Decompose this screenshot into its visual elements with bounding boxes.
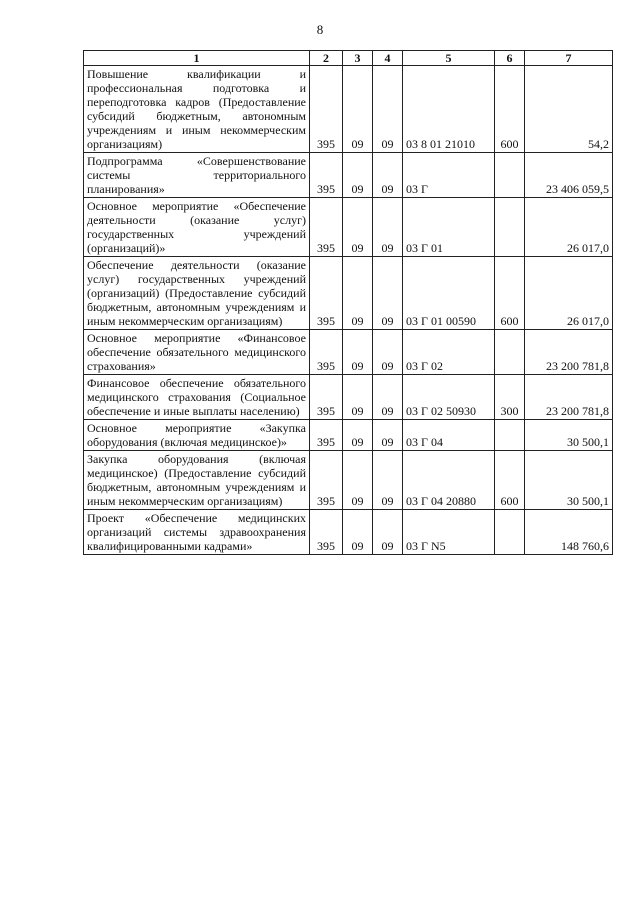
row-cell: 395 <box>310 510 343 555</box>
table-row <box>84 330 613 375</box>
row-cell: 03 Г 04 <box>403 420 495 451</box>
column-header: 1 <box>84 51 310 66</box>
row-cell: 09 <box>343 451 373 510</box>
row-cell: 09 <box>373 66 403 153</box>
row-cell: 09 <box>343 375 373 420</box>
row-name: Обеспечение деятельности (оказание услуг) государственных учреждений (организаций) (Предоставление субсидий бюджетным, автономным учреждениям и иным некоммерческим организациям) <box>84 257 310 330</box>
table-row <box>84 451 613 510</box>
row-cell: 03 Г 04 20880 <box>403 451 495 510</box>
row-cell: 23 200 781,8 <box>525 330 613 375</box>
row-cell: 09 <box>373 257 403 330</box>
row-cell: 26 017,0 <box>525 257 613 330</box>
row-name: Подпрограмма «Совершенствование системы территориального планирования» <box>84 153 310 198</box>
row-cell <box>495 198 525 257</box>
table-row <box>84 375 613 420</box>
row-cell: 03 Г 01 <box>403 198 495 257</box>
row-cell <box>495 510 525 555</box>
row-cell: 600 <box>495 66 525 153</box>
row-cell: 30 500,1 <box>525 420 613 451</box>
row-cell: 09 <box>373 375 403 420</box>
column-header: 7 <box>525 51 613 66</box>
row-cell: 09 <box>373 510 403 555</box>
row-name: Проект «Обеспечение медицинских организаций системы здравоохранения квалифицированными кадрами» <box>84 510 310 555</box>
column-header: 4 <box>373 51 403 66</box>
row-cell: 09 <box>343 420 373 451</box>
row-cell: 09 <box>343 198 373 257</box>
row-cell: 300 <box>495 375 525 420</box>
column-header: 3 <box>343 51 373 66</box>
row-name: Основное мероприятие «Обеспечение деятельности (оказание услуг) государственных учреждений (организаций)» <box>84 198 310 257</box>
row-cell: 09 <box>343 330 373 375</box>
row-name: Основное мероприятие «Финансовое обеспечение обязательного медицинского страхования» <box>84 330 310 375</box>
row-cell: 600 <box>495 451 525 510</box>
row-cell <box>495 153 525 198</box>
row-cell: 09 <box>373 153 403 198</box>
table-row <box>84 510 613 555</box>
page-number: 8 <box>316 22 324 37</box>
row-cell <box>495 420 525 451</box>
table-row <box>84 198 613 257</box>
row-cell: 03 Г <box>403 153 495 198</box>
column-header: 2 <box>310 51 343 66</box>
row-cell: 03 8 01 21010 <box>403 66 495 153</box>
row-name: Основное мероприятие «Закупка оборудования (включая медицинское)» <box>84 420 310 451</box>
row-cell: 09 <box>343 257 373 330</box>
row-cell: 03 Г 02 50930 <box>403 375 495 420</box>
row-cell: 23 406 059,5 <box>525 153 613 198</box>
row-cell: 26 017,0 <box>525 198 613 257</box>
row-cell: 23 200 781,8 <box>525 375 613 420</box>
row-cell: 148 760,6 <box>525 510 613 555</box>
row-cell: 09 <box>373 330 403 375</box>
row-cell: 09 <box>373 420 403 451</box>
table-row <box>84 257 613 330</box>
table-row <box>84 66 613 153</box>
row-cell: 09 <box>343 66 373 153</box>
row-cell: 395 <box>310 420 343 451</box>
row-cell: 03 Г 02 <box>403 330 495 375</box>
row-cell: 09 <box>343 510 373 555</box>
row-cell: 395 <box>310 66 343 153</box>
row-cell: 395 <box>310 153 343 198</box>
row-cell: 395 <box>310 451 343 510</box>
row-name: Финансовое обеспечение обязательного медицинского страхования (Социальное обеспечение и иные выплаты населению) <box>84 375 310 420</box>
table-row <box>84 153 613 198</box>
row-cell <box>495 330 525 375</box>
column-header: 5 <box>403 51 495 66</box>
budget-table <box>83 50 613 555</box>
row-cell: 09 <box>373 451 403 510</box>
column-header: 6 <box>495 51 525 66</box>
row-cell: 09 <box>343 153 373 198</box>
row-cell: 09 <box>373 198 403 257</box>
row-cell: 395 <box>310 198 343 257</box>
table-header-row <box>84 51 613 66</box>
row-cell: 03 Г N5 <box>403 510 495 555</box>
row-cell: 30 500,1 <box>525 451 613 510</box>
row-cell: 03 Г 01 00590 <box>403 257 495 330</box>
row-name: Закупка оборудования (включая медицинское) (Предоставление субсидий бюджетным, автономным учреждениям и иным некоммерческим организациям) <box>84 451 310 510</box>
row-cell: 600 <box>495 257 525 330</box>
row-cell: 395 <box>310 375 343 420</box>
row-cell: 395 <box>310 257 343 330</box>
row-cell: 395 <box>310 330 343 375</box>
row-cell: 54,2 <box>525 66 613 153</box>
table-row <box>84 420 613 451</box>
row-name: Повышение квалификации и профессиональная подготовка и переподготовка кадров (Предоставление субсидий бюджетным, автономным учреждениям и иным некоммерческим организациям) <box>84 66 310 153</box>
